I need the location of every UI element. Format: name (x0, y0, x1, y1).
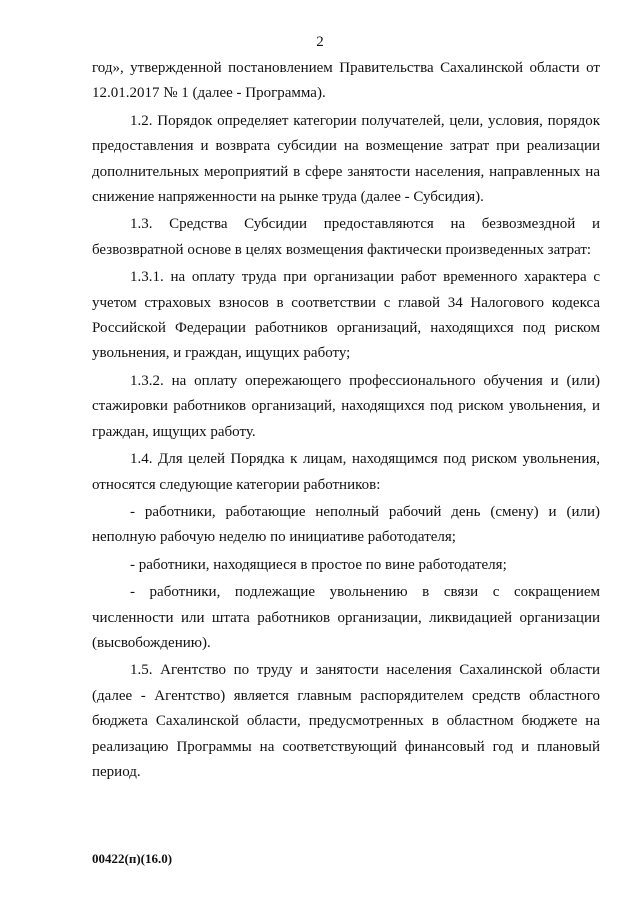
paragraph-1-3-2: 1.3.2. на оплату опережающего профессионального обучения и (или) стажировки работников организаций, находящихся под риском увольнения, и граждан, ищущих работу. (92, 372, 600, 440)
paragraph-program-reference: год», утвержденной постановлением Правительства Сахалинской области от 12.01.2017 № 1 (далее - Программа). (92, 60, 600, 102)
document-body (92, 56, 600, 785)
footer-document-code: 00422(п)(16.0) (92, 851, 173, 866)
paragraph-1-5: 1.5. Агентство по труду и занятости населения Сахалинской области (далее - Агентство) является главным распорядителем средств областного бюджета Сахалинской области, предусмотренных в областном бюджете на реализацию Программы на соответствующий финансовый год и плановый период. (92, 662, 600, 780)
paragraph-1-3: 1.3. Средства Субсидии предоставляются на безвозмездной и безвозвратной основе в целях возмещения фактически произведенных затрат: (92, 216, 600, 258)
list-item-dismissal: - работники, подлежащие увольнению в связи с сокращением численности или штата работников организации, ликвидацией организации (высвобождению). (92, 584, 600, 651)
paragraph-1-3-1: 1.3.1. на оплату труда при организации работ временного характера с учетом страховых взносов в соответствии с главой 34 Налогового кодекса Российской Федерации работников организаций, находящихся под риском увольнения, и граждан, ищущих работу; (92, 269, 600, 362)
list-item-part-time: - работники, работающие неполный рабочий день (смену) и (или) неполную рабочую неделю по инициативе работодателя; (92, 503, 600, 546)
page-number: 2 (316, 34, 324, 50)
paragraph-1-4: 1.4. Для целей Порядка к лицам, находящимся под риском увольнения, относятся следующие категории работников: (92, 451, 600, 493)
paragraph-1-2: 1.2. Порядок определяет категории получателей, цели, условия, порядок предоставления и возврата субсидии на возмещение затрат при реализации дополнительных мероприятий в сфере занятости населения, направленных на снижение напряженности на рынке труда (далее - Субсидия). (92, 112, 600, 206)
list-item-downtime: - работники, находящиеся в простое по вине работодателя; (130, 556, 507, 573)
